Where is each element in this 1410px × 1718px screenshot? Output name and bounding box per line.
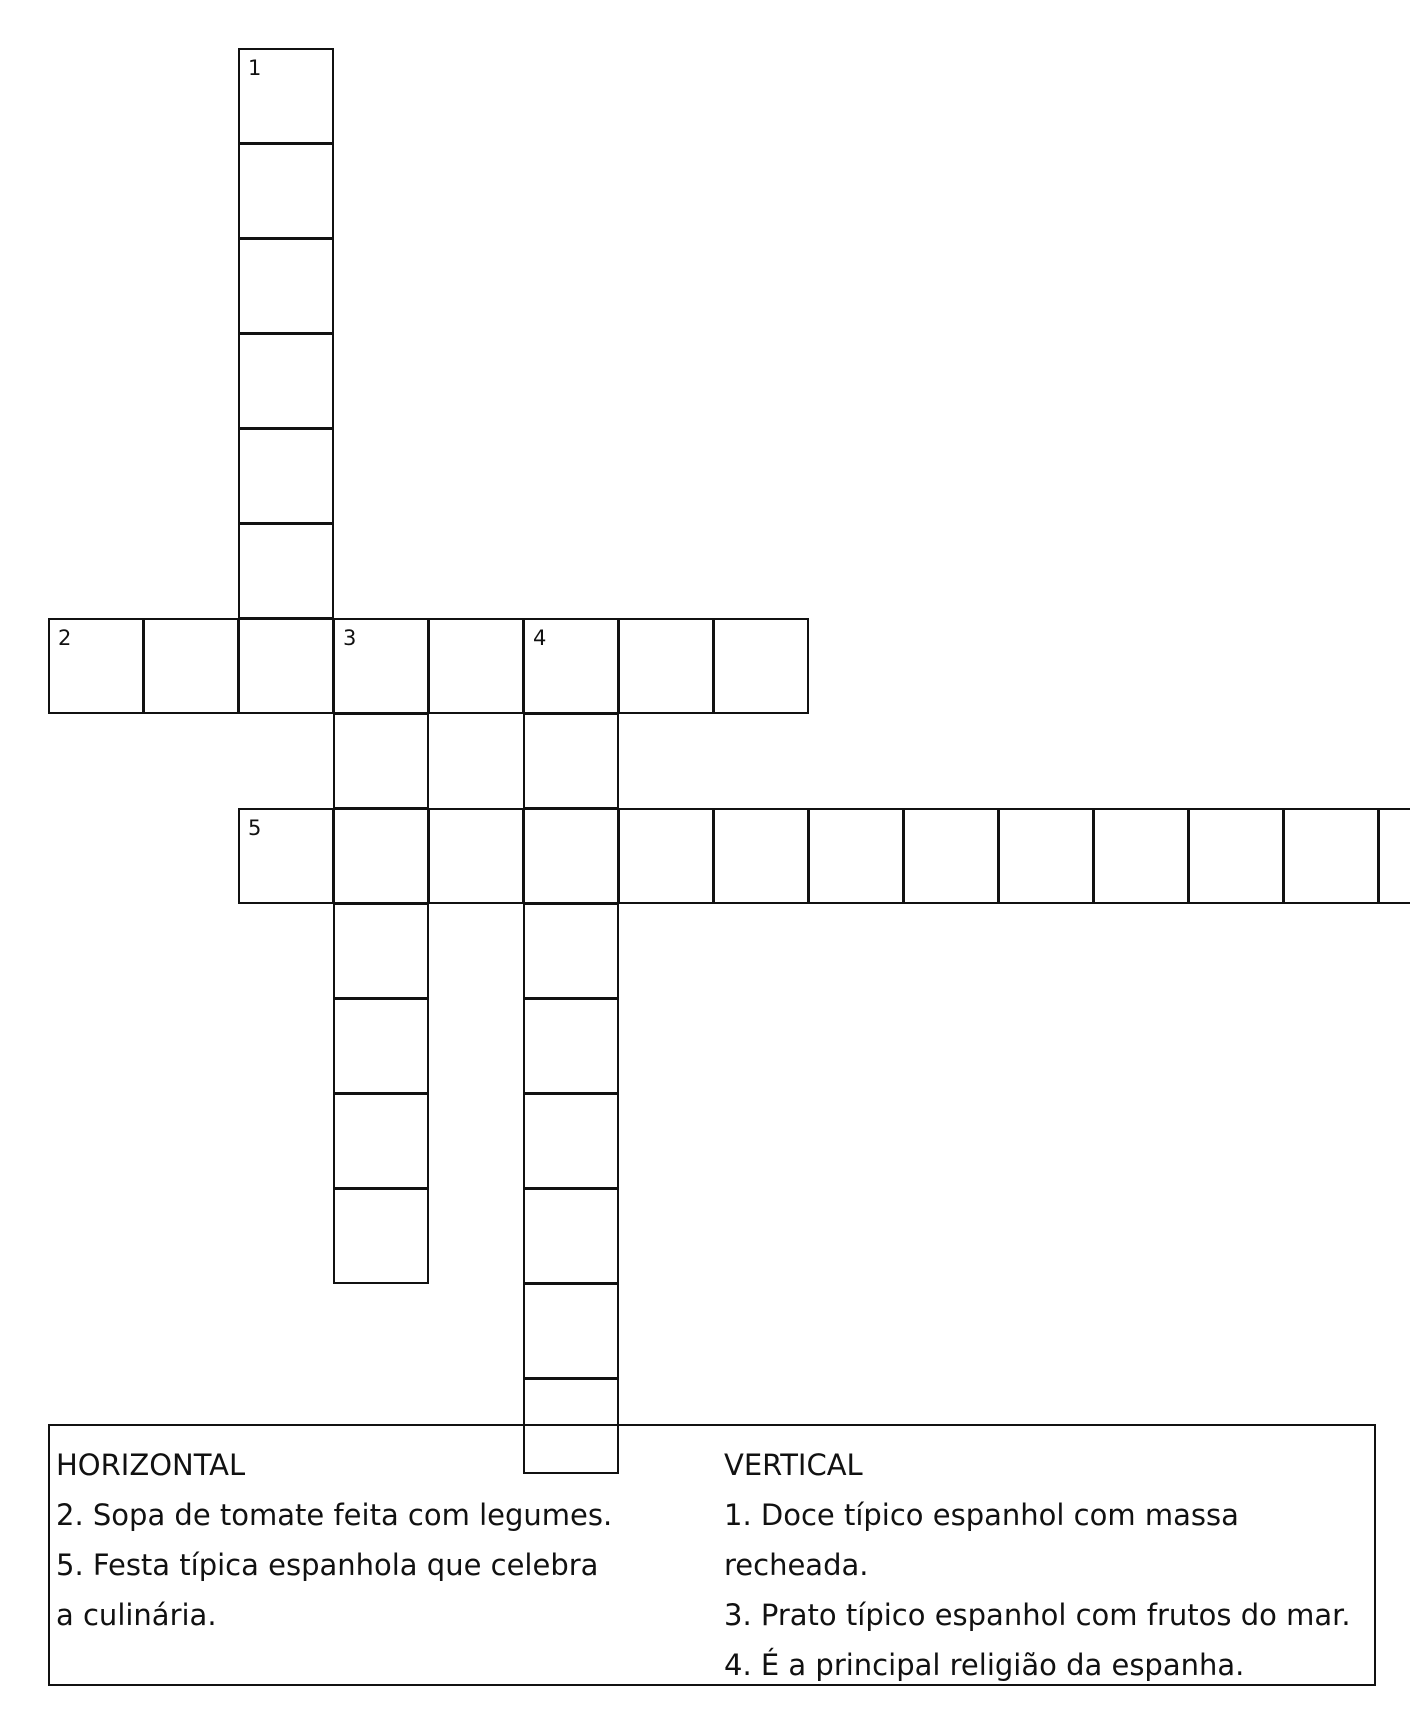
crossword-cell[interactable]: [523, 713, 619, 809]
crossword-cell[interactable]: [1093, 808, 1189, 904]
clue-5-across: 5. Festa típica espanhola que celebra a culinária.: [56, 1548, 599, 1632]
crossword-cell[interactable]: [428, 808, 524, 904]
crossword-cell[interactable]: [523, 618, 619, 714]
crossword-cell[interactable]: [618, 618, 714, 714]
crossword-cell[interactable]: [618, 808, 714, 904]
clue-4-down: 4. É a principal religião da espanha.: [724, 1648, 1245, 1682]
crossword-cell[interactable]: [903, 808, 999, 904]
crossword-cell[interactable]: [238, 523, 334, 619]
clue-number: 3: [343, 626, 357, 650]
crossword-cell[interactable]: [333, 713, 429, 809]
crossword-cell[interactable]: [1188, 808, 1284, 904]
crossword-cell[interactable]: [713, 618, 809, 714]
crossword-cell[interactable]: [238, 428, 334, 524]
crossword-cell[interactable]: [1283, 808, 1379, 904]
crossword-cell[interactable]: [1378, 808, 1410, 904]
crossword-cell[interactable]: [238, 333, 334, 429]
crossword-cell[interactable]: [238, 238, 334, 334]
crossword-cell[interactable]: [238, 618, 334, 714]
clue-number: 2: [58, 626, 72, 650]
clue-2-across: 2. Sopa de tomate feita com legumes.: [56, 1498, 613, 1532]
crossword-cell[interactable]: [523, 1188, 619, 1284]
clues-box: [48, 1424, 1376, 1686]
crossword-cell[interactable]: [523, 808, 619, 904]
clue-3-down: 3. Prato típico espanhol com frutos do mar.: [724, 1598, 1351, 1632]
clue-1-down: 1. Doce típico espanhol com massa recheada.: [724, 1498, 1239, 1582]
vertical-title: VERTICAL: [724, 1448, 863, 1482]
clue-number: 1: [248, 56, 262, 80]
crossword-cell[interactable]: [333, 1093, 429, 1189]
crossword-cell[interactable]: [713, 808, 809, 904]
vertical-clues: [724, 1440, 1364, 1690]
clue-number: 4: [533, 626, 547, 650]
crossword-cell[interactable]: [238, 48, 334, 144]
crossword-cell[interactable]: [523, 1093, 619, 1189]
crossword-cell[interactable]: [523, 1283, 619, 1379]
crossword-cell[interactable]: [238, 808, 334, 904]
crossword-cell[interactable]: [48, 618, 144, 714]
crossword-cell[interactable]: [523, 998, 619, 1094]
crossword-cell[interactable]: [143, 618, 239, 714]
crossword-cell[interactable]: [333, 618, 429, 714]
crossword-cell[interactable]: [333, 1188, 429, 1284]
horizontal-title: HORIZONTAL: [56, 1448, 246, 1482]
horizontal-clues: [56, 1440, 696, 1640]
crossword-cell[interactable]: [333, 998, 429, 1094]
crossword-cell[interactable]: [333, 903, 429, 999]
crossword-cell[interactable]: [333, 808, 429, 904]
crossword-cell[interactable]: [428, 618, 524, 714]
crossword-cell[interactable]: [808, 808, 904, 904]
crossword-cell[interactable]: [238, 143, 334, 239]
crossword-cell[interactable]: [998, 808, 1094, 904]
crossword-cell[interactable]: [523, 903, 619, 999]
clue-number: 5: [248, 816, 262, 840]
